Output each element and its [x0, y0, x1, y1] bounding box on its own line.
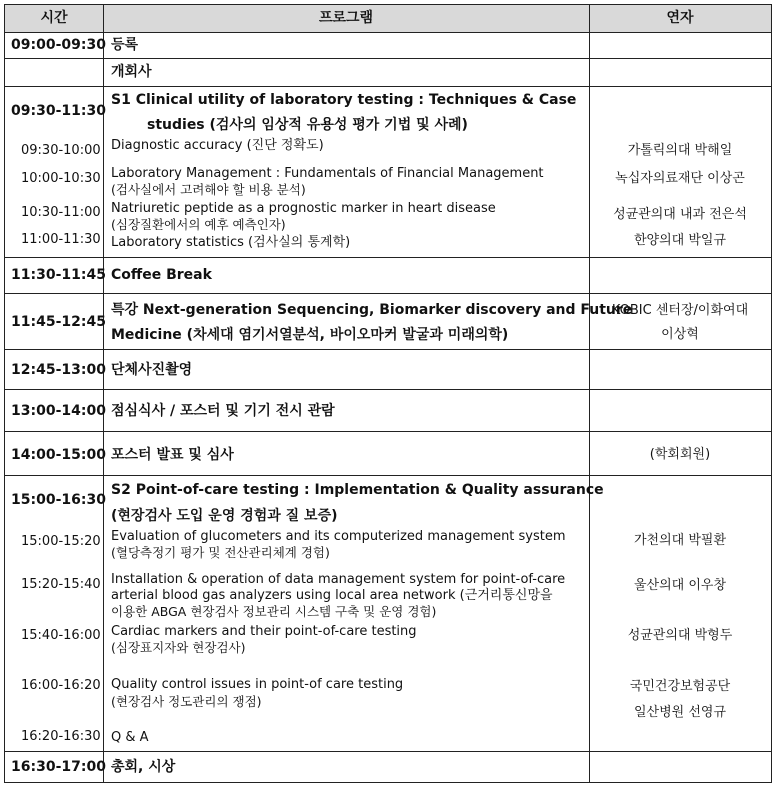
talk-speaker: 가톨릭의대 박해일 [627, 143, 733, 158]
talk-title: Laboratory Management : Fundamentals of Financial Management [111, 166, 544, 181]
time-group-photo: 12:45-13:00 [11, 362, 106, 378]
row-divider [5, 349, 771, 350]
time-poster: 14:00-15:00 [11, 447, 106, 463]
talk-title-cont: (혈당측정기 평가 및 전산관리체계 경험) [111, 545, 330, 560]
talk-title: Natriuretic peptide as a prognostic marker in heart disease [111, 201, 496, 216]
talk-title-cont: arterial blood gas analyzers using local area network (근거리통신망을 [111, 588, 553, 603]
session-1-title-cont: studies (검사의 임상적 유용성 평가 기법 및 사례) [147, 117, 468, 133]
talk-title: Q & A [111, 730, 149, 745]
row-divider [5, 32, 771, 33]
talk-speaker: 성균관의대 내과 전은석 [613, 207, 747, 222]
program-closing: 총회, 시상 [111, 759, 176, 775]
talk-time: 10:00-10:30 [21, 171, 101, 186]
special-lecture-speaker-name: 이상혁 [661, 327, 699, 342]
column-divider [589, 5, 590, 782]
talk-time: 15:40-16:00 [21, 628, 101, 643]
column-divider [103, 5, 104, 782]
program-coffee-break: Coffee Break [111, 267, 212, 283]
talk-speaker: 가천의대 박필환 [633, 533, 727, 548]
time-session-1: 09:30-11:30 [11, 103, 106, 119]
time-closing: 16:30-17:00 [11, 759, 106, 775]
program-opening: 개회사 [111, 64, 152, 80]
talk-speaker: 울산의대 이우창 [633, 578, 727, 593]
time-special-lecture: 11:45-12:45 [11, 314, 106, 330]
talk-title: Installation & operation of data management system for point-of-care [111, 572, 566, 587]
talk-title: Evaluation of glucometers and its computerized management system [111, 529, 566, 544]
session-2-title-cont: (현장검사 도입 운영 경험과 질 보증) [111, 508, 338, 524]
talk-time: 15:20-15:40 [21, 577, 101, 592]
talk-time: 15:00-15:20 [21, 534, 101, 549]
talk-title: Quality control issues in point-of care testing [111, 677, 404, 692]
program-lunch: 점심식사 / 포스터 및 기기 전시 관람 [111, 403, 335, 419]
header-speaker: 연자 [666, 10, 694, 26]
special-lecture-speaker: KOBIC 센터장/이화여대 [611, 303, 749, 318]
row-divider [5, 751, 771, 752]
row-divider [5, 86, 771, 87]
talk-title-cont: (심장표지자와 현장검사) [111, 640, 246, 655]
schedule-table [4, 4, 772, 783]
program-registration: 등록 [111, 37, 139, 53]
time-session-2: 15:00-16:30 [11, 492, 106, 508]
row-divider [5, 257, 771, 258]
row-divider [5, 475, 771, 476]
poster-speaker: (학회회원) [649, 447, 711, 462]
talk-title-cont: (심장질환에서의 예후 예측인자) [111, 217, 286, 232]
talk-title-cont: 이용한 ABGA 현장검사 정보관리 시스템 구축 및 운영 경험) [111, 604, 437, 619]
session-2-title: S2 Point-of-care testing : Implementation & Quality assurance [111, 482, 604, 498]
talk-speaker: 녹십자의료재단 이상곤 [615, 171, 745, 186]
talk-title-cont: (검사실에서 고려해야 할 비용 분석) [111, 182, 306, 197]
row-divider [5, 293, 771, 294]
talk-speaker: 국민건강보험공단 [629, 679, 731, 694]
talk-title: Diagnostic accuracy (진단 정확도) [111, 138, 324, 153]
talk-speaker: 한양의대 박일규 [633, 233, 727, 248]
talk-speaker-cont: 일산병원 선영규 [633, 705, 727, 720]
talk-speaker: 성균관의대 박형두 [627, 628, 733, 643]
session-1-title: S1 Clinical utility of laboratory testing : Techniques & Case [111, 92, 577, 108]
talk-time: 16:00-16:20 [21, 678, 101, 693]
talk-time: 11:00-11:30 [21, 232, 101, 247]
time-registration: 09:00-09:30 [11, 37, 106, 53]
talk-title: Cardiac markers and their point-of-care testing [111, 624, 417, 639]
program-poster: 포스터 발표 및 심사 [111, 447, 234, 463]
header-program: 프로그램 [318, 10, 374, 26]
talk-time: 10:30-11:00 [21, 205, 101, 220]
row-divider [5, 431, 771, 432]
program-group-photo: 단체사진촬영 [111, 362, 193, 378]
talk-time: 09:30-10:00 [21, 143, 101, 158]
special-lecture-title: 특강 Next-generation Sequencing, Biomarker discovery and Future [111, 302, 633, 318]
time-coffee: 11:30-11:45 [11, 267, 106, 283]
row-divider [5, 389, 771, 390]
special-lecture-title-cont: Medicine (차세대 염기서열분석, 바이오마커 발굴과 미래의학) [111, 327, 509, 343]
header-time: 시간 [40, 10, 68, 26]
row-divider [5, 58, 771, 59]
time-lunch: 13:00-14:00 [11, 403, 106, 419]
talk-time: 16:20-16:30 [21, 729, 101, 744]
talk-title: Laboratory statistics (검사실의 통계학) [111, 235, 351, 250]
talk-title-cont: (현장검사 정도관리의 쟁점) [111, 694, 262, 709]
